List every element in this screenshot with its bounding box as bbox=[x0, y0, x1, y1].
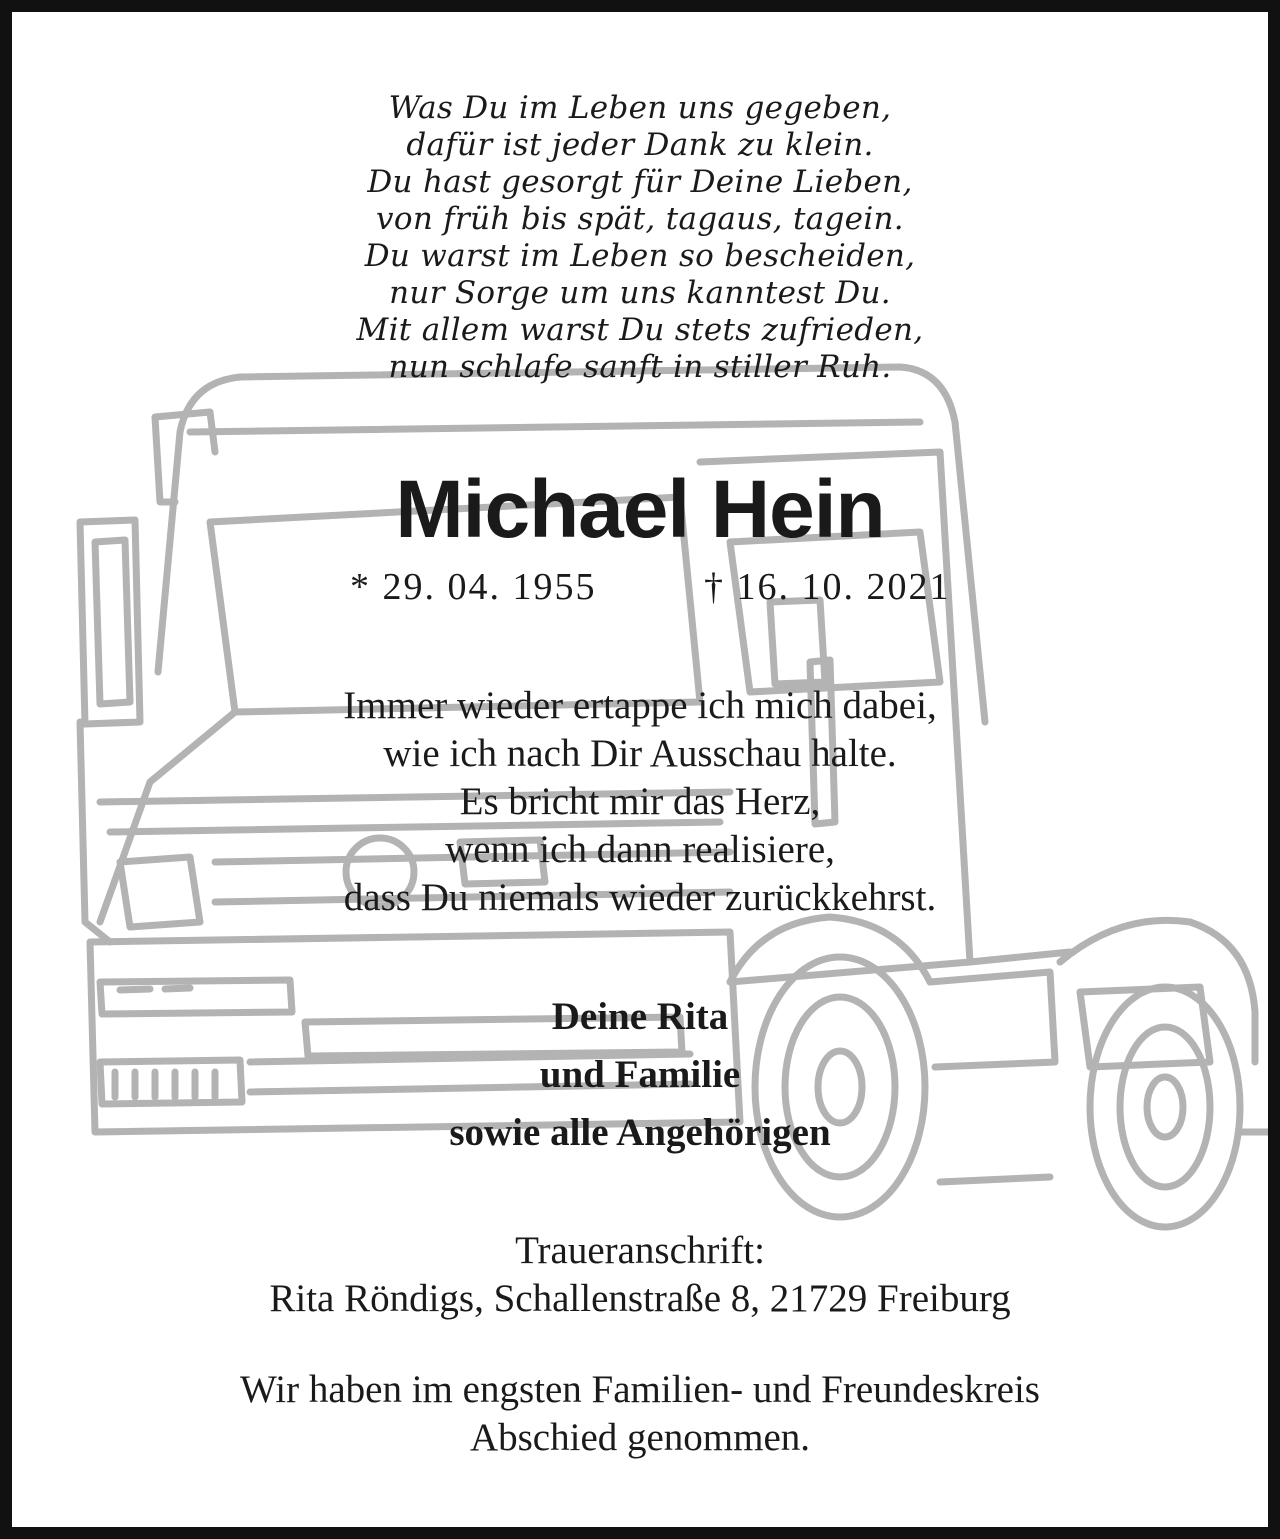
poem-line: Du warst im Leben so bescheiden, bbox=[364, 238, 916, 274]
poem-line: nur Sorge um uns kanntest Du. bbox=[389, 275, 891, 311]
quote-line: dass Du niemals wieder zurückkehrst. bbox=[343, 876, 937, 919]
poem-line: Mit allem warst Du stets zufrieden, bbox=[356, 312, 924, 348]
mourners-signature bbox=[12, 988, 1268, 1162]
memorial-quote bbox=[12, 682, 1268, 922]
poem-line: von früh bis spät, tagaus, tagein. bbox=[376, 201, 904, 237]
address-value: Rita Röndigs, Schallenstraße 8, 21729 Freiburg bbox=[269, 1277, 1011, 1320]
mourning-address bbox=[12, 1227, 1268, 1323]
poem-line: Was Du im Leben uns gegeben, bbox=[388, 90, 892, 126]
closing-note bbox=[12, 1366, 1268, 1462]
note-line: Abschied genommen. bbox=[469, 1416, 811, 1459]
obituary-content bbox=[12, 12, 1268, 1527]
mourner-line: Deine Rita bbox=[551, 995, 729, 1038]
life-dates bbox=[12, 564, 1268, 610]
quote-line: wie ich nach Dir Ausschau halte. bbox=[383, 732, 897, 775]
deceased-name: Michael Hein bbox=[395, 464, 885, 555]
mourner-line: und Familie bbox=[539, 1053, 741, 1096]
opening-poem bbox=[12, 90, 1268, 386]
poem-line: Du hast gesorgt für Deine Lieben, bbox=[367, 164, 913, 200]
quote-line: Immer wieder ertappe ich mich dabei, bbox=[343, 684, 937, 727]
quote-line: Es bricht mir das Herz, bbox=[459, 780, 821, 823]
address-label: Traueranschrift: bbox=[515, 1229, 765, 1272]
poem-line: nun schlafe sanft in stiller Ruh. bbox=[388, 349, 892, 385]
mourner-line: sowie alle Angehörigen bbox=[449, 1111, 831, 1154]
poem-line: dafür ist jeder Dank zu klein. bbox=[406, 127, 874, 163]
birth-date: * 29. 04. 1955 bbox=[350, 566, 597, 608]
death-date: † 16. 10. 2021 bbox=[704, 566, 951, 608]
note-line: Wir haben im engsten Familien- und Freundeskreis bbox=[240, 1368, 1040, 1411]
quote-line: wenn ich dann realisiere, bbox=[445, 828, 835, 871]
